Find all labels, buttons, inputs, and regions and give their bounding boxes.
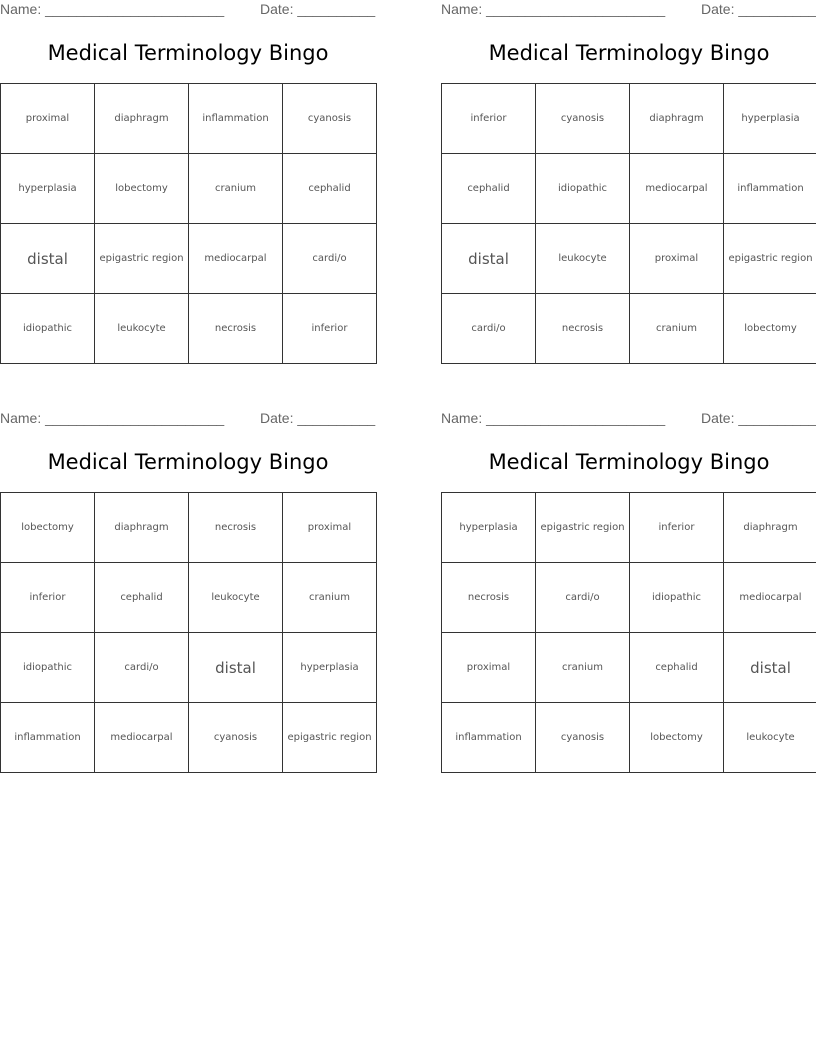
bingo-grid [441, 83, 816, 364]
bingo-cell: diaphragm [95, 493, 189, 563]
bingo-cell: lobectomy [1, 493, 95, 563]
bingo-cell: mediocarpal [95, 703, 189, 773]
bingo-cell: inferior [1, 563, 95, 633]
bingo-cell: cyanosis [189, 703, 283, 773]
bingo-cell: cranium [189, 154, 283, 224]
bingo-cell: idiopathic [630, 563, 724, 633]
card-title: Medical Terminology Bingo [488, 41, 770, 65]
bingo-cell: inflammation [1, 703, 95, 773]
grid-row [1, 703, 377, 773]
bingo-card-3 [0, 409, 376, 784]
bingo-cell: leukocyte [724, 703, 816, 773]
bingo-cell: mediocarpal [189, 224, 283, 294]
bingo-card-1 [0, 0, 376, 375]
grid-row [442, 154, 816, 224]
bingo-cell: cardi/o [536, 563, 630, 633]
bingo-cell: hyperplasia [283, 633, 377, 703]
card-title: Medical Terminology Bingo [488, 450, 770, 474]
bingo-cell: inferior [442, 84, 536, 154]
bingo-cell-distal: distal [1, 224, 95, 294]
bingo-cell: inflammation [724, 154, 816, 224]
bingo-cell: necrosis [442, 563, 536, 633]
bingo-card-4 [441, 409, 816, 784]
bingo-cell: cardi/o [283, 224, 377, 294]
name-field[interactable]: Name: _______________________ [0, 410, 225, 426]
grid-row [1, 633, 377, 703]
bingo-grid [0, 492, 377, 773]
bingo-cell: inferior [630, 493, 724, 563]
bingo-cell: diaphragm [95, 84, 189, 154]
bingo-cell: lobectomy [724, 294, 816, 364]
bingo-cell: leukocyte [95, 294, 189, 364]
name-field[interactable]: Name: _______________________ [441, 1, 666, 17]
bingo-cell: necrosis [536, 294, 630, 364]
bingo-cell: hyperplasia [442, 493, 536, 563]
grid-row [442, 84, 816, 154]
card-title: Medical Terminology Bingo [47, 41, 329, 65]
grid-row [1, 493, 377, 563]
bingo-cell: idiopathic [1, 633, 95, 703]
bingo-cell: cardi/o [442, 294, 536, 364]
grid-row [442, 294, 816, 364]
card-title: Medical Terminology Bingo [47, 450, 329, 474]
bingo-cell: cranium [536, 633, 630, 703]
grid-row [442, 493, 816, 563]
bingo-cell: lobectomy [630, 703, 724, 773]
bingo-cell: hyperplasia [1, 154, 95, 224]
bingo-cell: diaphragm [724, 493, 816, 563]
grid-row [442, 633, 816, 703]
date-field[interactable]: Date: __________ [701, 1, 816, 17]
bingo-cell-distal: distal [442, 224, 536, 294]
bingo-cell: idiopathic [1, 294, 95, 364]
bingo-cell: proximal [442, 633, 536, 703]
bingo-cell-distal: distal [724, 633, 816, 703]
bingo-cell: epigastric region [536, 493, 630, 563]
date-field[interactable]: Date: __________ [260, 1, 376, 17]
bingo-cell: cyanosis [283, 84, 377, 154]
bingo-cell: cephalid [630, 633, 724, 703]
grid-row [442, 224, 816, 294]
bingo-cell: inflammation [442, 703, 536, 773]
bingo-cell: cranium [283, 563, 377, 633]
bingo-cell: necrosis [189, 493, 283, 563]
bingo-cell: cephalid [283, 154, 377, 224]
grid-row [1, 224, 377, 294]
grid-row [442, 703, 816, 773]
name-field[interactable]: Name: _______________________ [0, 1, 225, 17]
name-field[interactable]: Name: _______________________ [441, 410, 666, 426]
bingo-card-2 [441, 0, 816, 375]
bingo-cell: epigastric region [95, 224, 189, 294]
bingo-grid [0, 83, 377, 364]
bingo-cell: epigastric region [283, 703, 377, 773]
bingo-cell: epigastric region [724, 224, 816, 294]
bingo-cell: diaphragm [630, 84, 724, 154]
bingo-cell: idiopathic [536, 154, 630, 224]
bingo-cell: leukocyte [189, 563, 283, 633]
grid-row [442, 563, 816, 633]
bingo-cell: leukocyte [536, 224, 630, 294]
date-field[interactable]: Date: __________ [260, 410, 376, 426]
bingo-cell: cyanosis [536, 703, 630, 773]
bingo-cell: proximal [630, 224, 724, 294]
bingo-cell: inflammation [189, 84, 283, 154]
grid-row [1, 294, 377, 364]
bingo-cell: cranium [630, 294, 724, 364]
bingo-cell: cyanosis [536, 84, 630, 154]
bingo-cell-distal: distal [189, 633, 283, 703]
bingo-cell: proximal [1, 84, 95, 154]
bingo-cell: necrosis [189, 294, 283, 364]
bingo-cell: hyperplasia [724, 84, 816, 154]
bingo-cell: mediocarpal [724, 563, 816, 633]
grid-row [1, 563, 377, 633]
bingo-cell: cardi/o [95, 633, 189, 703]
bingo-grid [441, 492, 816, 773]
bingo-cell: proximal [283, 493, 377, 563]
bingo-cell: lobectomy [95, 154, 189, 224]
bingo-cell: inferior [283, 294, 377, 364]
grid-row [1, 84, 377, 154]
bingo-cell: cephalid [442, 154, 536, 224]
date-field[interactable]: Date: __________ [701, 410, 816, 426]
grid-row [1, 154, 377, 224]
bingo-cell: cephalid [95, 563, 189, 633]
bingo-cell: mediocarpal [630, 154, 724, 224]
